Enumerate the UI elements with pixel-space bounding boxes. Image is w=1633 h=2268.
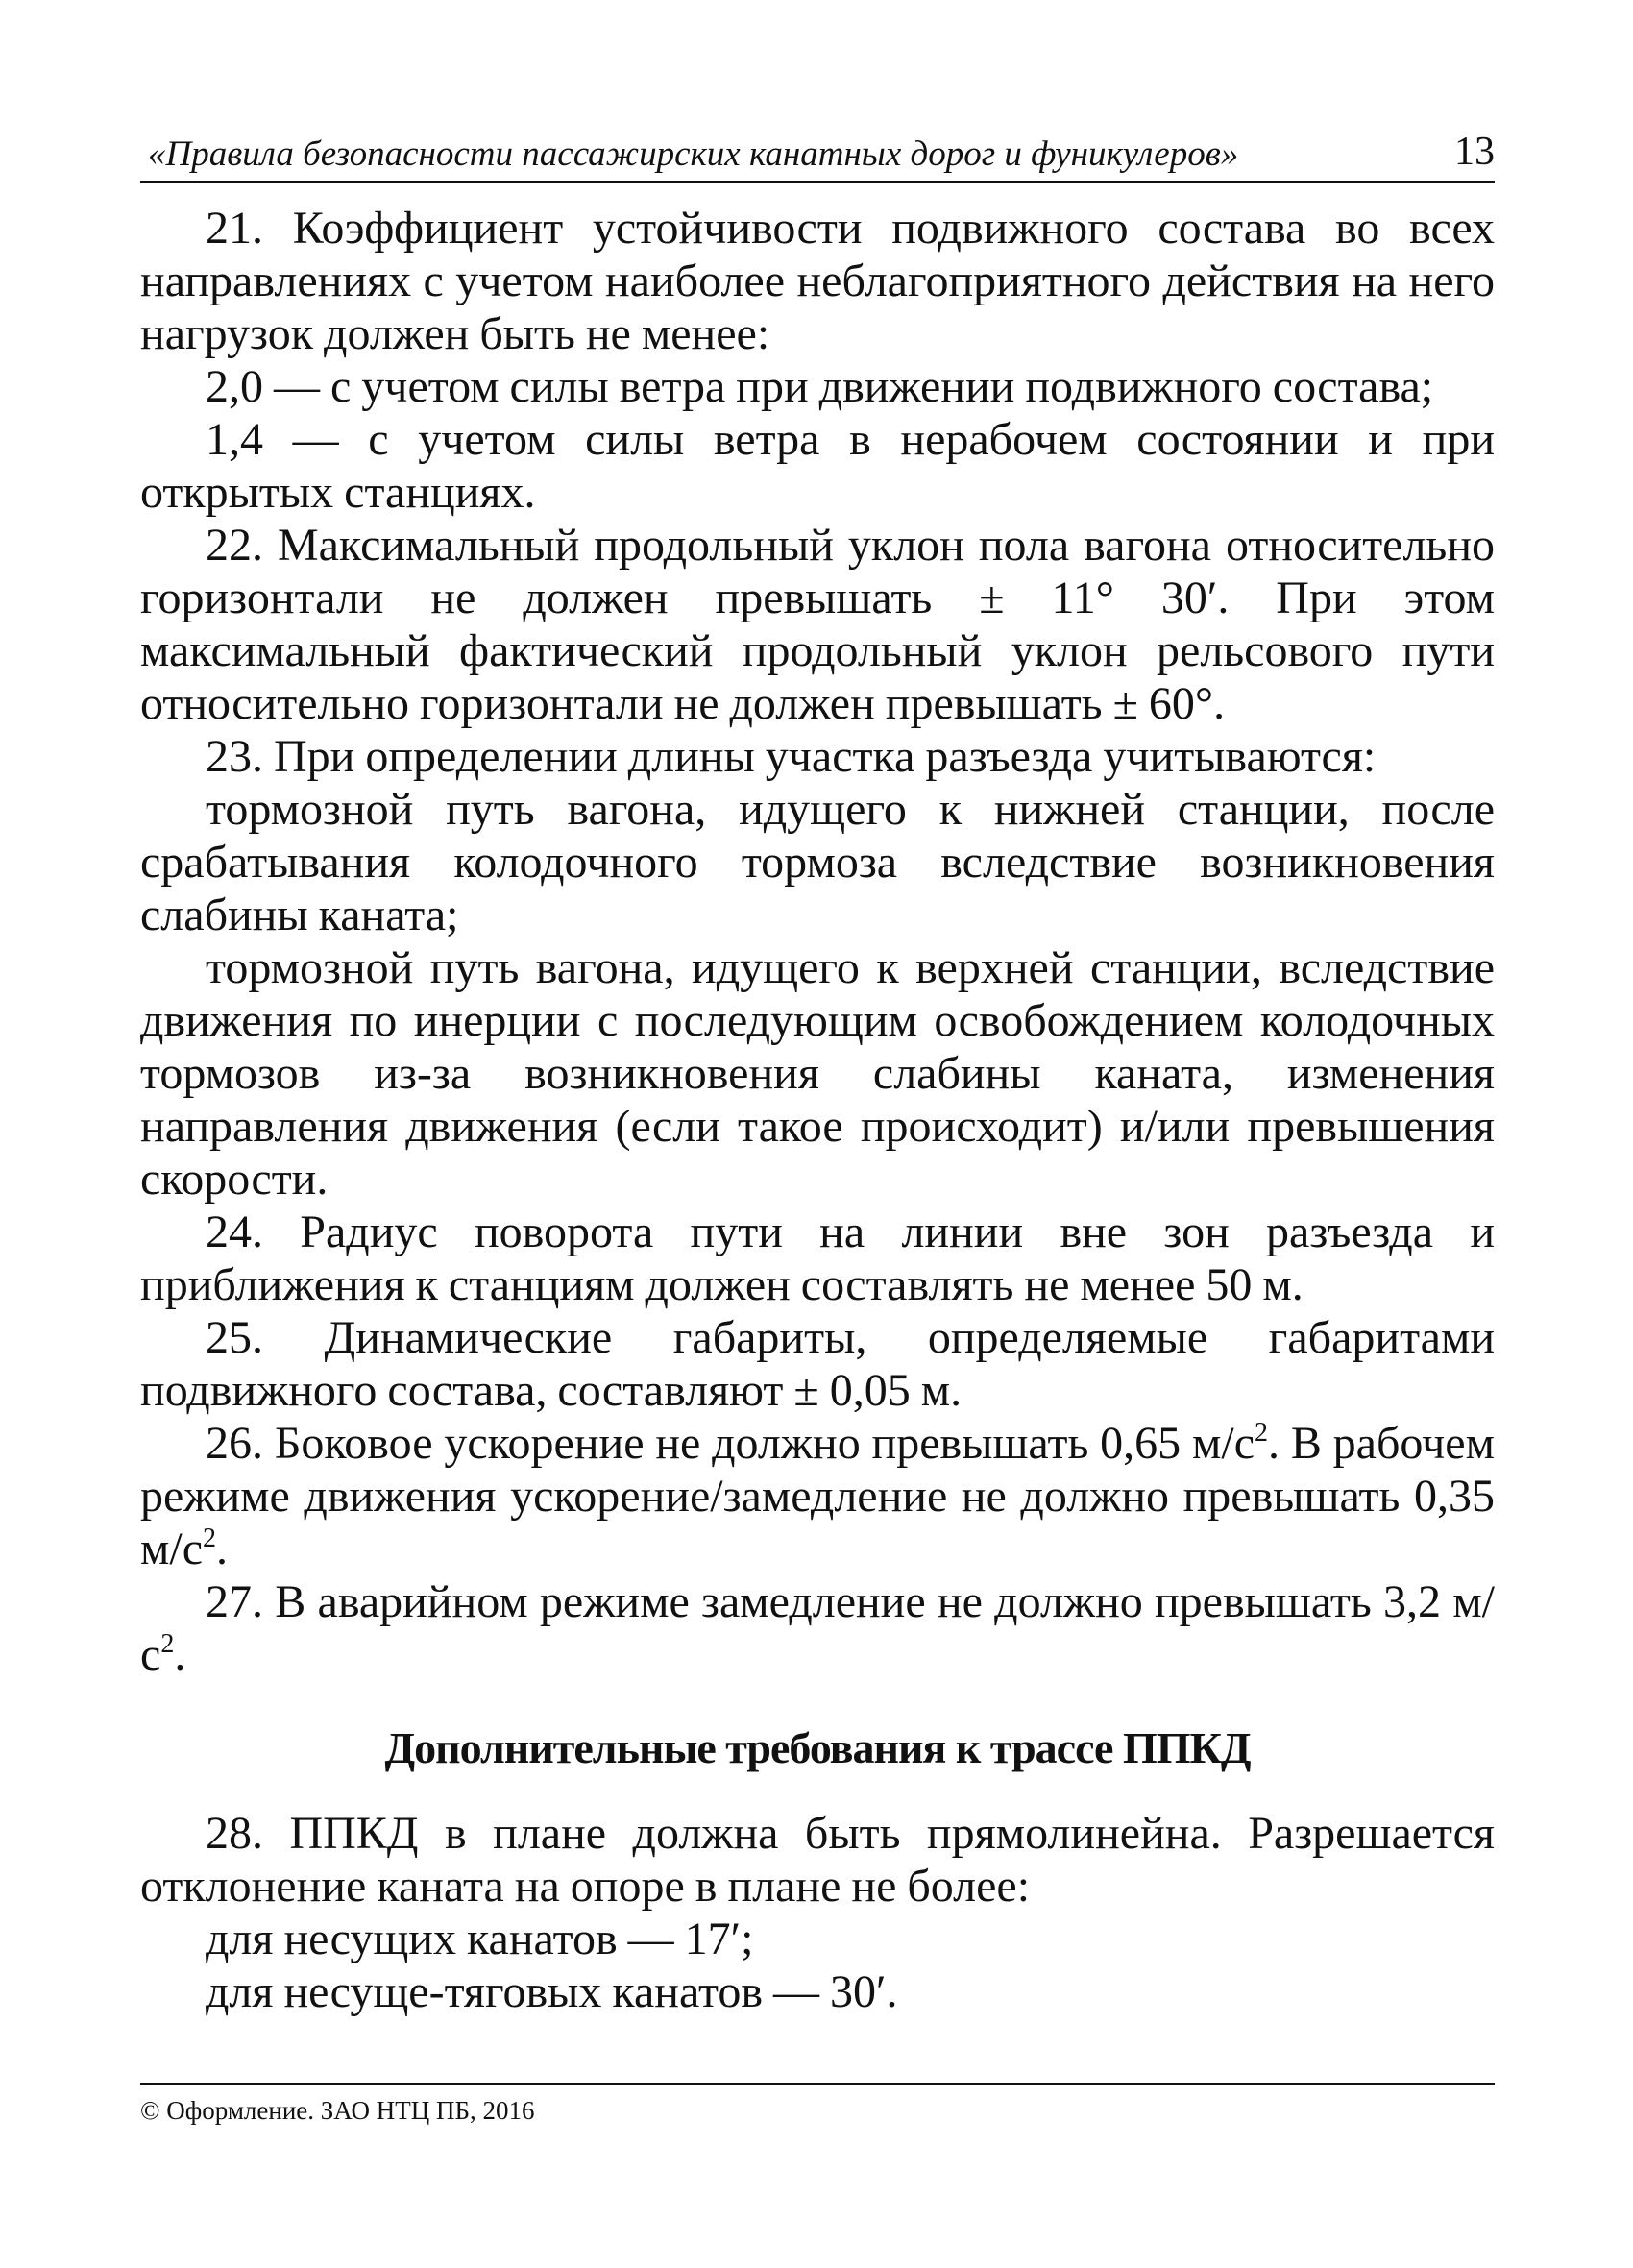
paragraph-27 [140,1575,1495,1681]
running-header [140,123,1495,183]
paragraph-24: 24. Радиус поворота пути на линии вне зон разъезда и приближения к станциям должен составлять не менее 50 м. [140,1207,1495,1310]
paragraph-28: 28. ППКД в плане должна быть прямолинейна. Разрешается отклонение каната на опоре в плане не более: [140,1808,1495,1912]
paragraph-26-part-b: . В рабочем режиме движения ускорение/замедление не должно превышать 0,35 м/с [140,1418,1495,1574]
paragraph-21-item-1: 2,0 — с учетом силы ветра при движении подвижного состава; [206,361,1434,412]
paragraph-28-item-1: для несущих канатов — 17′; [206,1914,754,1964]
paragraph-26-part-a: 26. Боковое ускорение не должно превышать 0,65 м/с [206,1418,1255,1469]
paragraph-21: 21. Коэффициент устойчивости подвижного состава во всех направлениях с учетом наиболее неблагоприятного действия на него нагрузок должен быть не менее: [140,203,1495,359]
running-header-title: «Правила безопасности пассажирских канатных дорог и фуникулеров» [148,134,1239,174]
superscript-squared: 2 [1255,1418,1269,1448]
paragraph-23-item-2: тормозной путь вагона, идущего к верхней станции, вследствие движения по инерции с последующим освобождением колодочных тормозов из-за возникновения слабины каната, изменения направления движения (если такое происходит) и/или превышения скорости. [140,942,1495,1205]
superscript-squared: 2 [203,1524,217,1553]
paragraph-22: 22. Максимальный продольный уклон пола вагона относительно горизонтали не должен превышать ± 11° 30′. При этом максимальный фактический продольный уклон рельсового пути относительно горизонтали не должен превышать ± 60°. [140,520,1495,729]
paragraph-27-part-b: . [174,1629,186,1680]
footer-copyright: © Оформление. ЗАО НТЦ ПБ, 2016 [140,2096,535,2125]
page-body [140,202,1495,2018]
paragraph-25: 25. Динамические габариты, определяемые габаритами подвижного состава, составляют ± 0,05 м. [140,1312,1495,1416]
paragraph-26-part-c: . [216,1524,229,1574]
superscript-squared: 2 [160,1629,175,1659]
paragraph-27-part-a: 27. В аварийном режиме замедление не должно превышать 3,2 м/с [140,1576,1495,1680]
footer-divider [140,2083,1495,2085]
paragraph-21-item-2: 1,4 — с учетом силы ветра в нерабочем состоянии и при открытых станциях. [140,414,1495,518]
paragraph-23: 23. При определении длины участка разъезда учитываются: [206,731,1377,782]
paragraph-26 [140,1417,1495,1575]
paragraph-28-item-2: для несуще-тяговых канатов — 30′. [206,1966,898,2017]
paragraph-23-item-1: тормозной путь вагона, идущего к нижней станции, после срабатывания колодочного тормоза вследствие возникновения слабины каната; [140,784,1495,940]
page-number: 13 [1454,130,1495,174]
section-heading: Дополнительные требования к трассе ППКД [384,1723,1251,1772]
